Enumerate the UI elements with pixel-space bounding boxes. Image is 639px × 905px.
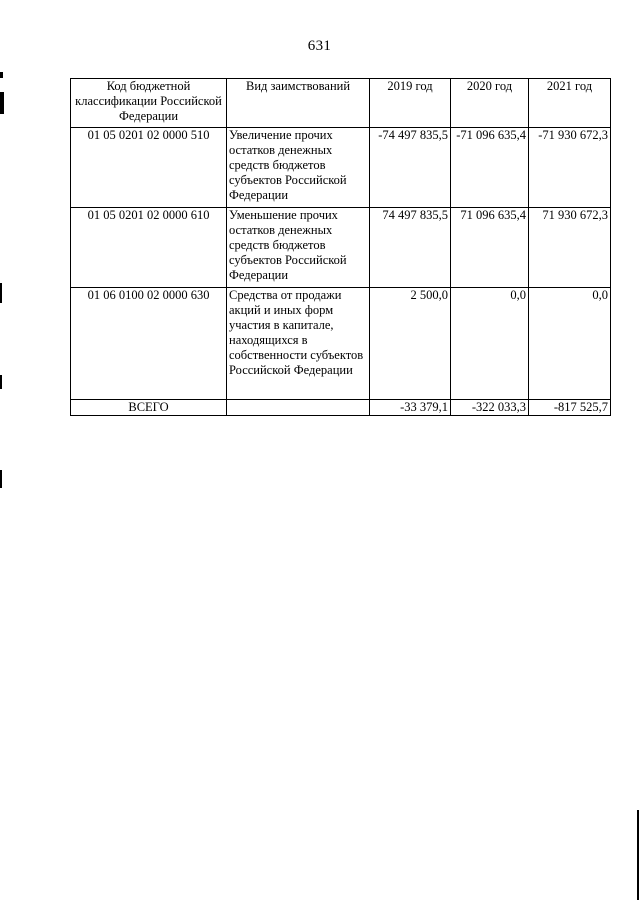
- table-row: [71, 128, 611, 208]
- budget-code-cell: 01 05 0201 02 0000 610: [71, 208, 227, 288]
- borrowing-kind-cell: Средства от продажи акций и иных форм участия в капитале, находящихся в собственности субъектов Российской Федерации: [227, 288, 370, 400]
- header-year-2019: 2019 год: [370, 79, 451, 128]
- total-row: [71, 400, 611, 416]
- page-number: 631: [307, 38, 332, 54]
- total-label: ВСЕГО: [71, 400, 227, 416]
- amount-2019-cell: 74 497 835,5: [370, 208, 451, 288]
- budget-code-cell: 01 05 0201 02 0000 510: [71, 128, 227, 208]
- scan-edge-mark: [0, 375, 2, 389]
- amount-2019-cell: -74 497 835,5: [370, 128, 451, 208]
- table-row: [71, 208, 611, 288]
- scan-edge-mark: [0, 92, 4, 114]
- amount-2020-cell: -71 096 635,4: [451, 128, 529, 208]
- scan-edge-mark: [0, 283, 2, 303]
- amount-2021-cell: -71 930 672,3: [529, 128, 611, 208]
- scan-edge-mark: [0, 470, 2, 488]
- header-year-2020: 2020 год: [451, 79, 529, 128]
- scan-edge-mark: [0, 72, 3, 78]
- amount-2020-cell: 71 096 635,4: [451, 208, 529, 288]
- borrowing-sources-table: [70, 78, 611, 416]
- table-row: [71, 288, 611, 400]
- total-kind-cell: [227, 400, 370, 416]
- amount-2021-cell: 71 930 672,3: [529, 208, 611, 288]
- amount-2021-cell: 0,0: [529, 288, 611, 400]
- total-2020-cell: -322 033,3: [451, 400, 529, 416]
- total-2021-cell: -817 525,7: [529, 400, 611, 416]
- header-budget-code: Код бюджетной классификации Российской Федерации: [71, 79, 227, 128]
- amount-2019-cell: 2 500,0: [370, 288, 451, 400]
- header-year-2021: 2021 год: [529, 79, 611, 128]
- amount-2020-cell: 0,0: [451, 288, 529, 400]
- header-borrowing-kind: Вид заимствований: [227, 79, 370, 128]
- borrowing-kind-cell: Увеличение прочих остатков денежных средств бюджетов субъектов Российской Федерации: [227, 128, 370, 208]
- total-2019-cell: -33 379,1: [370, 400, 451, 416]
- table-header-row: [71, 79, 611, 128]
- borrowing-kind-cell: Уменьшение прочих остатков денежных средств бюджетов субъектов Российской Федерации: [227, 208, 370, 288]
- budget-code-cell: 01 06 0100 02 0000 630: [71, 288, 227, 400]
